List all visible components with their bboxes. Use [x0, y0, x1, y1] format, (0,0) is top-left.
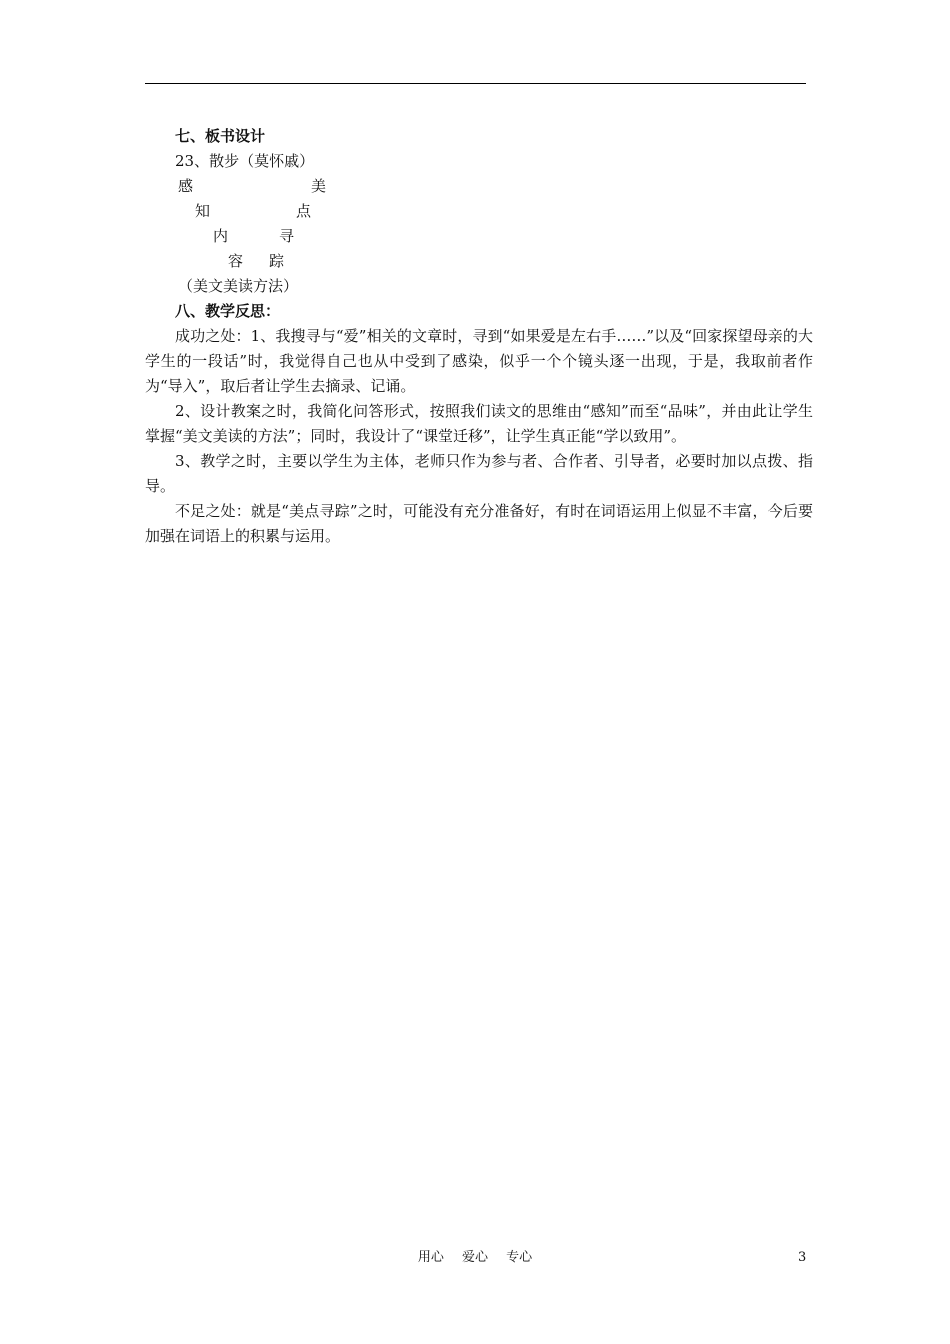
board-right-char: 美 [311, 177, 327, 195]
board-right-char: 点 [296, 202, 312, 220]
board-right-char: 踪 [269, 252, 285, 270]
reading-method-note: （美文美读方法） [178, 277, 299, 295]
lesson-title: 23、散步（莫怀戚） [175, 152, 315, 170]
board-left-char: 容 [228, 252, 244, 270]
reflection-paragraph: 3、教学之时，主要以学生为主体，老师只作为参与者、合作者、引导者，必要时加以点拨、指导。 [145, 452, 813, 495]
header-rule [145, 83, 806, 84]
board-right-char: 寻 [279, 227, 295, 245]
board-design-diagram [145, 174, 813, 299]
reflection-paragraph: 成功之处：1、我搜寻与“爱”相关的文章时，寻到“如果爱是左右手……”以及“回家探望母亲的大学生的一段话”时，我觉得自己也从中受到了感染，似乎一个个镜头逐一出现，于是，我取前者作为“导入”，取后者让学生去摘录、记诵。 [145, 327, 813, 395]
board-left-char: 感 [178, 177, 194, 195]
section-heading-board-design: 七、板书设计 [175, 127, 266, 145]
page-number: 3 [798, 1250, 807, 1265]
footer-motto: 用心 爱心 专心 [417, 1250, 533, 1265]
board-left-char: 知 [195, 202, 211, 220]
reflection-paragraphs [145, 324, 813, 549]
document-body [145, 124, 813, 549]
reflection-paragraph: 不足之处：就是“美点寻踪”之时，可能没有充分准备好，有时在词语运用上似显不丰富，今后要加强在词语上的积累与运用。 [145, 502, 813, 545]
section-heading-reflection: 八、教学反思： [175, 302, 281, 320]
board-left-char: 内 [213, 227, 229, 245]
reflection-paragraph: 2、设计教案之时，我简化问答形式，按照我们读文的思维由“感知”而至“品味”，并由此让学生掌握“美文美读的方法”；同时，我设计了“课堂迁移”，让学生真正能“学以致用”。 [145, 402, 813, 445]
